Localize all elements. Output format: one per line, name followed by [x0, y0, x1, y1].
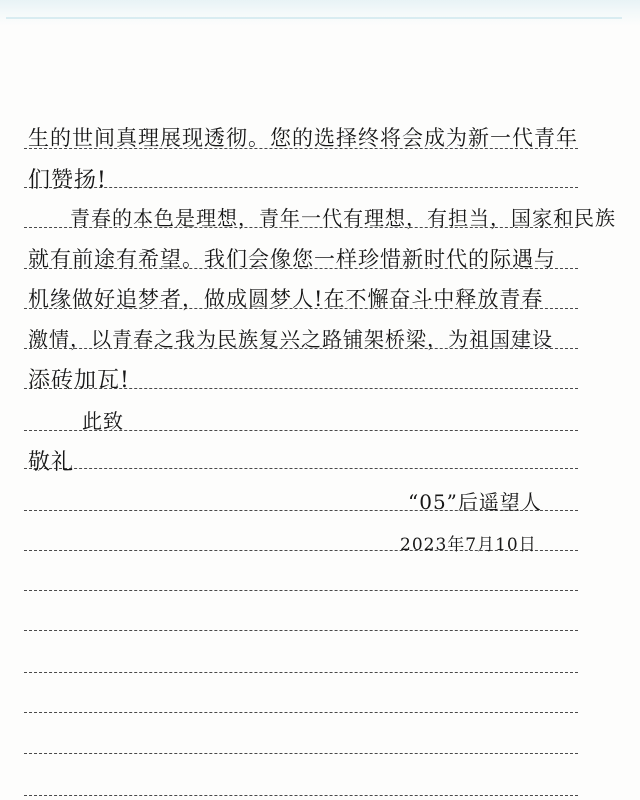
- ruled-line: [24, 630, 578, 631]
- date-line: [0, 530, 640, 570]
- letter-text: 机缘做好追梦者，做成圆梦人!在不懈奋斗中释放青春: [28, 287, 544, 311]
- top-margin-line: [6, 17, 622, 19]
- closing-line: [0, 405, 640, 445]
- signature-text: “05”后遥望人: [408, 490, 542, 514]
- ruled-line: [24, 672, 578, 673]
- letter-line: [0, 122, 640, 162]
- letter-line: [0, 363, 640, 403]
- closing-text: 此致: [82, 409, 124, 433]
- letter-text: 就有前途有希望。我们会像您一样珍惜新时代的际遇与: [28, 247, 556, 271]
- ruled-line: [24, 712, 578, 713]
- date-text: 2023年7月10日: [400, 535, 537, 555]
- ruled-line: [24, 590, 578, 591]
- letter-text: 青春的本色是理想，青年一代有理想，有担当，国家和民族: [70, 206, 616, 230]
- letter-line: [0, 323, 640, 363]
- paper-top-edge: [0, 0, 640, 26]
- letter-text: 激情，以青春之我为民族复兴之路铺架桥梁，为祖国建设: [28, 327, 553, 351]
- salutation-text: 敬礼: [28, 450, 75, 475]
- ruled-line: [24, 753, 578, 754]
- letter-text: 们赞扬!: [28, 168, 107, 193]
- signature-line: [0, 486, 640, 526]
- letter-line: [0, 283, 640, 323]
- salutation-line: [0, 445, 640, 485]
- letter-line: [0, 202, 640, 242]
- letter-line: [0, 243, 640, 283]
- letter-line: [0, 163, 640, 203]
- ruled-line: [24, 795, 578, 796]
- letter-text: 生的世间真理展现透彻。您的选择终将会成为新一代青年: [28, 126, 578, 150]
- letter-text: 添砖加瓦!: [28, 368, 130, 393]
